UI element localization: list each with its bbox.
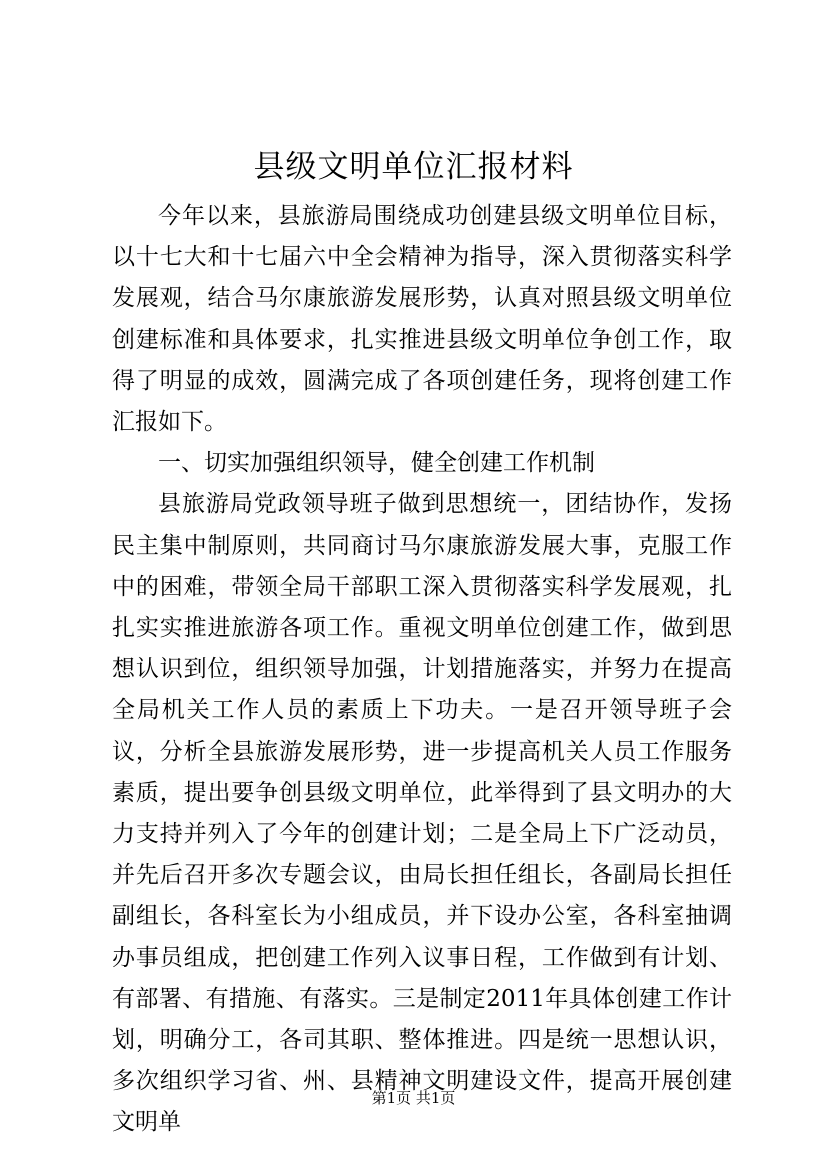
page-footer: 第1页 共1页 [371,1089,456,1107]
document-body [112,196,732,1144]
paragraph-section-1: 县旅游局党政领导班子做到思想统一，团结协作，发扬民主集中制原则，共同商讨马尔康旅游发展大事，克服工作中的困难，带领全局干部职工深入贯彻落实科学发展观，扎扎实实推进旅游各项工作。重视文明单位创建工作，做到思想认识到位，组织领导加强，计划措施落实，并努力在提高全局机关工作人员的素质上下功夫。一是召开领导班子会议，分析全县旅游发展形势，进一步提高机关人员工作服务素质，提出要争创县级文明单位，此举得到了县文明办的大力支持并列入了今年的创建计划；二是全局上下广泛动员，并先后召开多次专题会议，由局长担任组长，各副局长担任副组长，各科室长为小组成员，并下设办公室，各科室抽调办事员组成，把创建工作列入议事日程，工作做到有计划、有部署、有措施、有落实。三是制定2011年具体创建工作计划，明确分工，各司其职、整体推进。四是统一思想认识，多次组织学习省、州、县精神文明建设文件，提高开展创建文明单 [112,491,732,1136]
document-title: 县级文明单位汇报材料 [253,149,574,185]
paragraph-intro: 今年以来，县旅游局围绕成功创建县级文明单位目标，以十七大和十七届六中全会精神为指导，深入贯彻落实科学发展观，结合马尔康旅游发展形势，认真对照县级文明单位创建标准和具体要求，扎实推进县级文明单位争创工作，取得了明显的成效，圆满完成了各项创建任务，现将创建工作汇报如下。 [112,203,732,436]
section-heading: 一、切实加强组织领导，健全创建工作机制 [158,450,595,477]
